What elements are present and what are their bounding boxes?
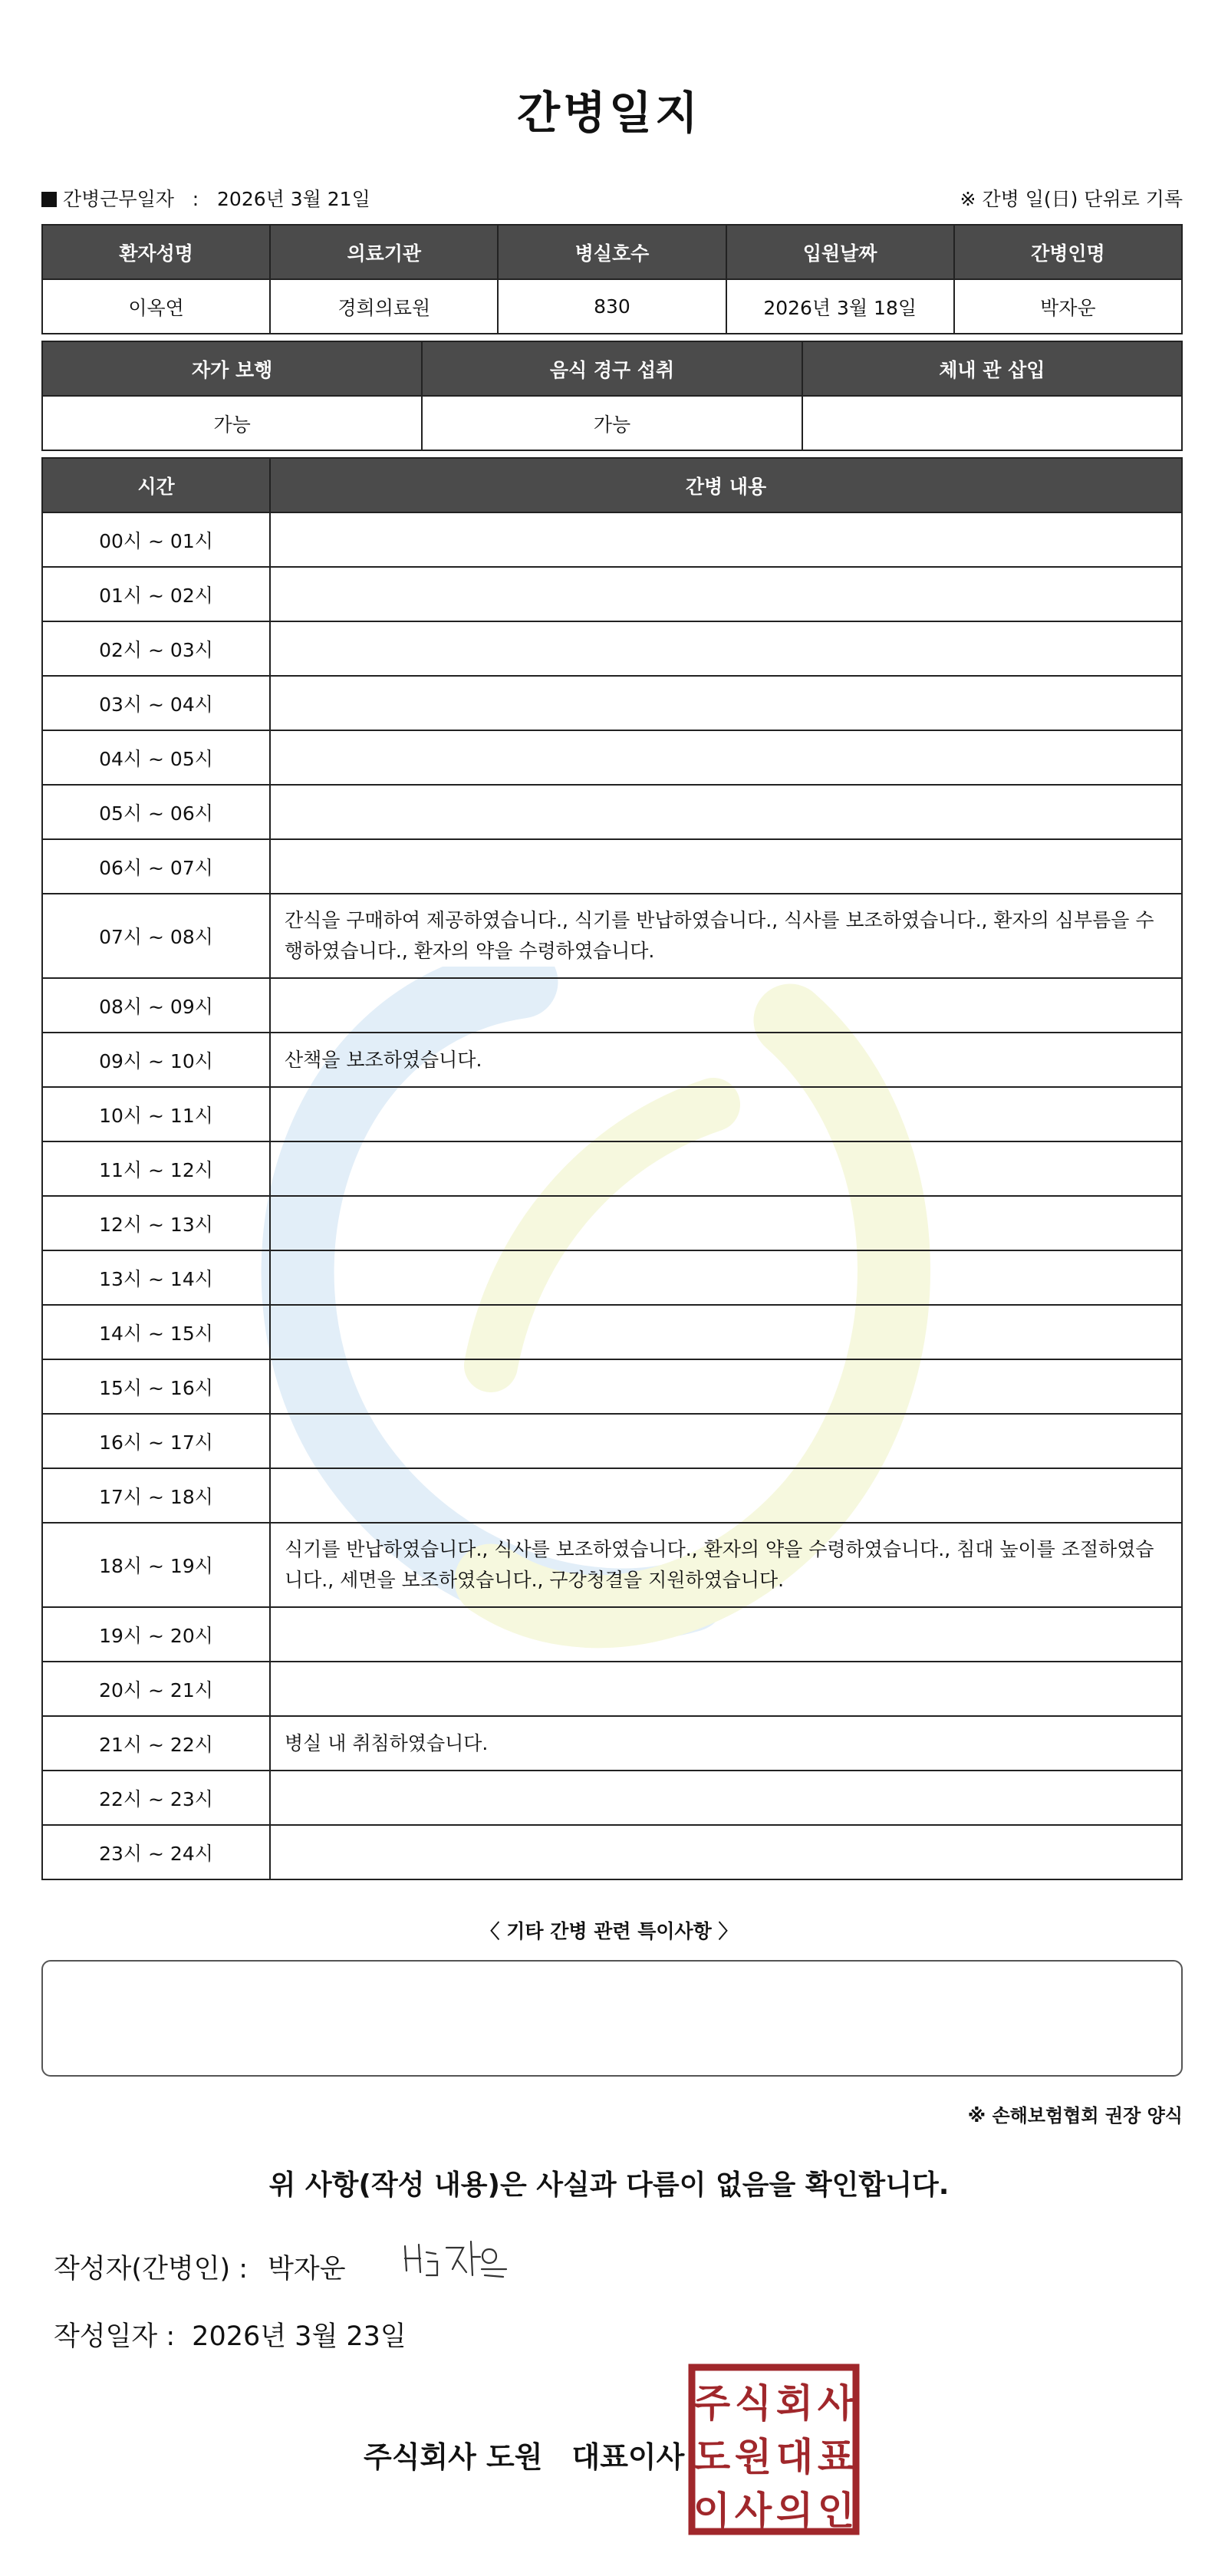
table-row: [42, 1607, 1182, 1662]
care-content: [270, 1087, 1182, 1141]
page-title: 간병일지: [516, 87, 702, 139]
care-content: 병실 내 취침하였습니다.: [270, 1716, 1182, 1771]
seal-character: 대: [775, 2435, 814, 2479]
walking-header: 자가 보행: [42, 341, 422, 396]
caregiver-value: 박자운: [954, 279, 1182, 334]
hospital-value: 경희의료원: [270, 279, 498, 334]
oral-intake-value: 가능: [422, 396, 802, 450]
work-date-label: 간병근무일자: [63, 188, 174, 210]
table-row: [42, 1087, 1182, 1141]
care-content: 간식을 구매하여 제공하였습니다., 식기를 반납하였습니다., 식사를 보조하였습니다., 환자의 심부름을 수행하였습니다., 환자의 약을 수령하였습니다.: [270, 894, 1182, 978]
time-header: 시간: [42, 458, 270, 512]
admission-date-value: 2026년 3월 18일: [726, 279, 954, 334]
work-date: [41, 184, 370, 212]
seal-character: 도: [693, 2435, 731, 2479]
patient-name-header: 환자성명: [42, 225, 270, 279]
seal-character: 표: [817, 2435, 855, 2479]
care-content: [270, 1414, 1182, 1468]
time-slot: 06시 ~ 07시: [42, 839, 270, 894]
care-content: [270, 978, 1182, 1033]
care-content: [270, 1141, 1182, 1196]
company-name: 주식회사 도원: [364, 2440, 543, 2474]
content-header: 간병 내용: [270, 458, 1182, 512]
care-content: [270, 512, 1182, 567]
care-content: [270, 785, 1182, 839]
table-row: [42, 1141, 1182, 1196]
seal-character: 회: [775, 2381, 814, 2426]
care-content: [270, 621, 1182, 676]
walking-value: 가능: [42, 396, 422, 450]
form-source-note: ※ 손해보험협회 권장 양식: [967, 2105, 1183, 2126]
table-row: [42, 1196, 1182, 1250]
time-slot: 04시 ~ 05시: [42, 730, 270, 785]
care-content: [270, 730, 1182, 785]
table-row: [42, 1523, 1182, 1607]
table-row: [42, 978, 1182, 1033]
table-row: [42, 1359, 1182, 1414]
seal-character: 이: [693, 2489, 731, 2533]
time-slot: 08시 ~ 09시: [42, 978, 270, 1033]
room-value: 830: [498, 279, 726, 334]
hospital-header: 의료기관: [270, 225, 498, 279]
square-bullet-icon: [41, 192, 57, 207]
written-date-label: 작성일자 :: [54, 2321, 176, 2352]
patient-info-table: [41, 224, 1183, 334]
table-row: [42, 839, 1182, 894]
care-content: [270, 1250, 1182, 1305]
care-content: [270, 1771, 1182, 1825]
time-slot: 13시 ~ 14시: [42, 1250, 270, 1305]
table-row: [42, 1716, 1182, 1771]
care-content: [270, 676, 1182, 730]
table-row: [42, 512, 1182, 567]
table-row: [42, 1771, 1182, 1825]
table-row: [42, 785, 1182, 839]
writer-name: 박자운: [268, 2254, 346, 2284]
patient-info-value-row: [42, 279, 1182, 334]
writer-line: [54, 2248, 346, 2286]
signature: [399, 2231, 514, 2284]
table-row: [42, 621, 1182, 676]
care-content: [270, 839, 1182, 894]
care-content: [270, 567, 1182, 621]
time-slot: 12시 ~ 13시: [42, 1196, 270, 1250]
table-row: [42, 1468, 1182, 1523]
seal-character: 의: [775, 2489, 814, 2533]
confirmation-statement: 위 사항(작성 내용)은 사실과 다름이 없음을 확인합니다.: [268, 2169, 950, 2201]
table-row: [42, 567, 1182, 621]
table-row: [42, 894, 1182, 978]
time-slot: 07시 ~ 08시: [42, 894, 270, 978]
table-row: [42, 1305, 1182, 1359]
care-content: [270, 1359, 1182, 1414]
seal-character: 식: [734, 2381, 772, 2426]
table-row: [42, 1033, 1182, 1087]
patient-name-value: 이옥연: [42, 279, 270, 334]
care-log-header-row: [42, 458, 1182, 512]
time-slot: 22시 ~ 23시: [42, 1771, 270, 1825]
admission-date-header: 입원날짜: [726, 225, 954, 279]
seal-character: 인: [817, 2489, 855, 2533]
company-line: [364, 2433, 684, 2476]
time-slot: 21시 ~ 22시: [42, 1716, 270, 1771]
care-content: [270, 1607, 1182, 1662]
written-date-value: 2026년 3월 23일: [192, 2321, 407, 2352]
company-seal: [687, 2363, 861, 2536]
time-slot: 15시 ~ 16시: [42, 1359, 270, 1414]
notes-title: 〈 기타 간병 관련 특이사항 〉: [480, 1920, 738, 1942]
seal-character: 사: [817, 2381, 855, 2426]
seal-character: 주: [693, 2381, 731, 2426]
record-unit-note: ※ 간병 일(日) 단위로 기록: [960, 188, 1183, 210]
status-header-row: [42, 341, 1182, 396]
patient-info-header-row: [42, 225, 1182, 279]
work-date-value: 2026년 3월 21일: [217, 188, 370, 210]
room-header: 병실호수: [498, 225, 726, 279]
time-slot: 03시 ~ 04시: [42, 676, 270, 730]
table-row: [42, 676, 1182, 730]
written-date-line: [54, 2315, 407, 2354]
time-slot: 09시 ~ 10시: [42, 1033, 270, 1087]
patient-status-table: [41, 341, 1183, 451]
time-slot: 16시 ~ 17시: [42, 1414, 270, 1468]
caregiver-header: 간병인명: [954, 225, 1182, 279]
table-row: [42, 1662, 1182, 1716]
seal-character: 원: [734, 2435, 772, 2479]
time-slot: 02시 ~ 03시: [42, 621, 270, 676]
tube-header: 체내 관 삽입: [802, 341, 1182, 396]
tube-value: [802, 396, 1182, 450]
care-content: 식기를 반납하였습니다., 식사를 보조하였습니다., 환자의 약을 수령하였습니다., 침대 높이를 조절하였습니다., 세면을 보조하였습니다., 구강청결을 지원하였습니다.: [270, 1523, 1182, 1607]
care-content: [270, 1468, 1182, 1523]
time-slot: 05시 ~ 06시: [42, 785, 270, 839]
care-content: [270, 1305, 1182, 1359]
time-slot: 10시 ~ 11시: [42, 1087, 270, 1141]
notes-box: [41, 1960, 1183, 2077]
time-slot: 23시 ~ 24시: [42, 1825, 270, 1879]
time-slot: 18시 ~ 19시: [42, 1523, 270, 1607]
work-date-separator: :: [192, 188, 199, 210]
seal-character: 사: [734, 2489, 772, 2533]
table-row: [42, 1250, 1182, 1305]
table-row: [42, 730, 1182, 785]
company-title: 대표이사: [571, 2440, 685, 2474]
time-slot: 20시 ~ 21시: [42, 1662, 270, 1716]
writer-label: 작성자(간병인) :: [54, 2254, 249, 2284]
status-value-row: [42, 396, 1182, 450]
time-slot: 19시 ~ 20시: [42, 1607, 270, 1662]
oral-intake-header: 음식 경구 섭취: [422, 341, 802, 396]
care-log-table: [41, 457, 1183, 1880]
care-log-body: [42, 512, 1182, 1879]
table-row: [42, 1825, 1182, 1879]
care-content: 산책을 보조하였습니다.: [270, 1033, 1182, 1087]
time-slot: 11시 ~ 12시: [42, 1141, 270, 1196]
care-content: [270, 1196, 1182, 1250]
time-slot: 00시 ~ 01시: [42, 512, 270, 567]
table-row: [42, 1414, 1182, 1468]
time-slot: 01시 ~ 02시: [42, 567, 270, 621]
care-content: [270, 1825, 1182, 1879]
time-slot: 14시 ~ 15시: [42, 1305, 270, 1359]
care-content: [270, 1662, 1182, 1716]
time-slot: 17시 ~ 18시: [42, 1468, 270, 1523]
